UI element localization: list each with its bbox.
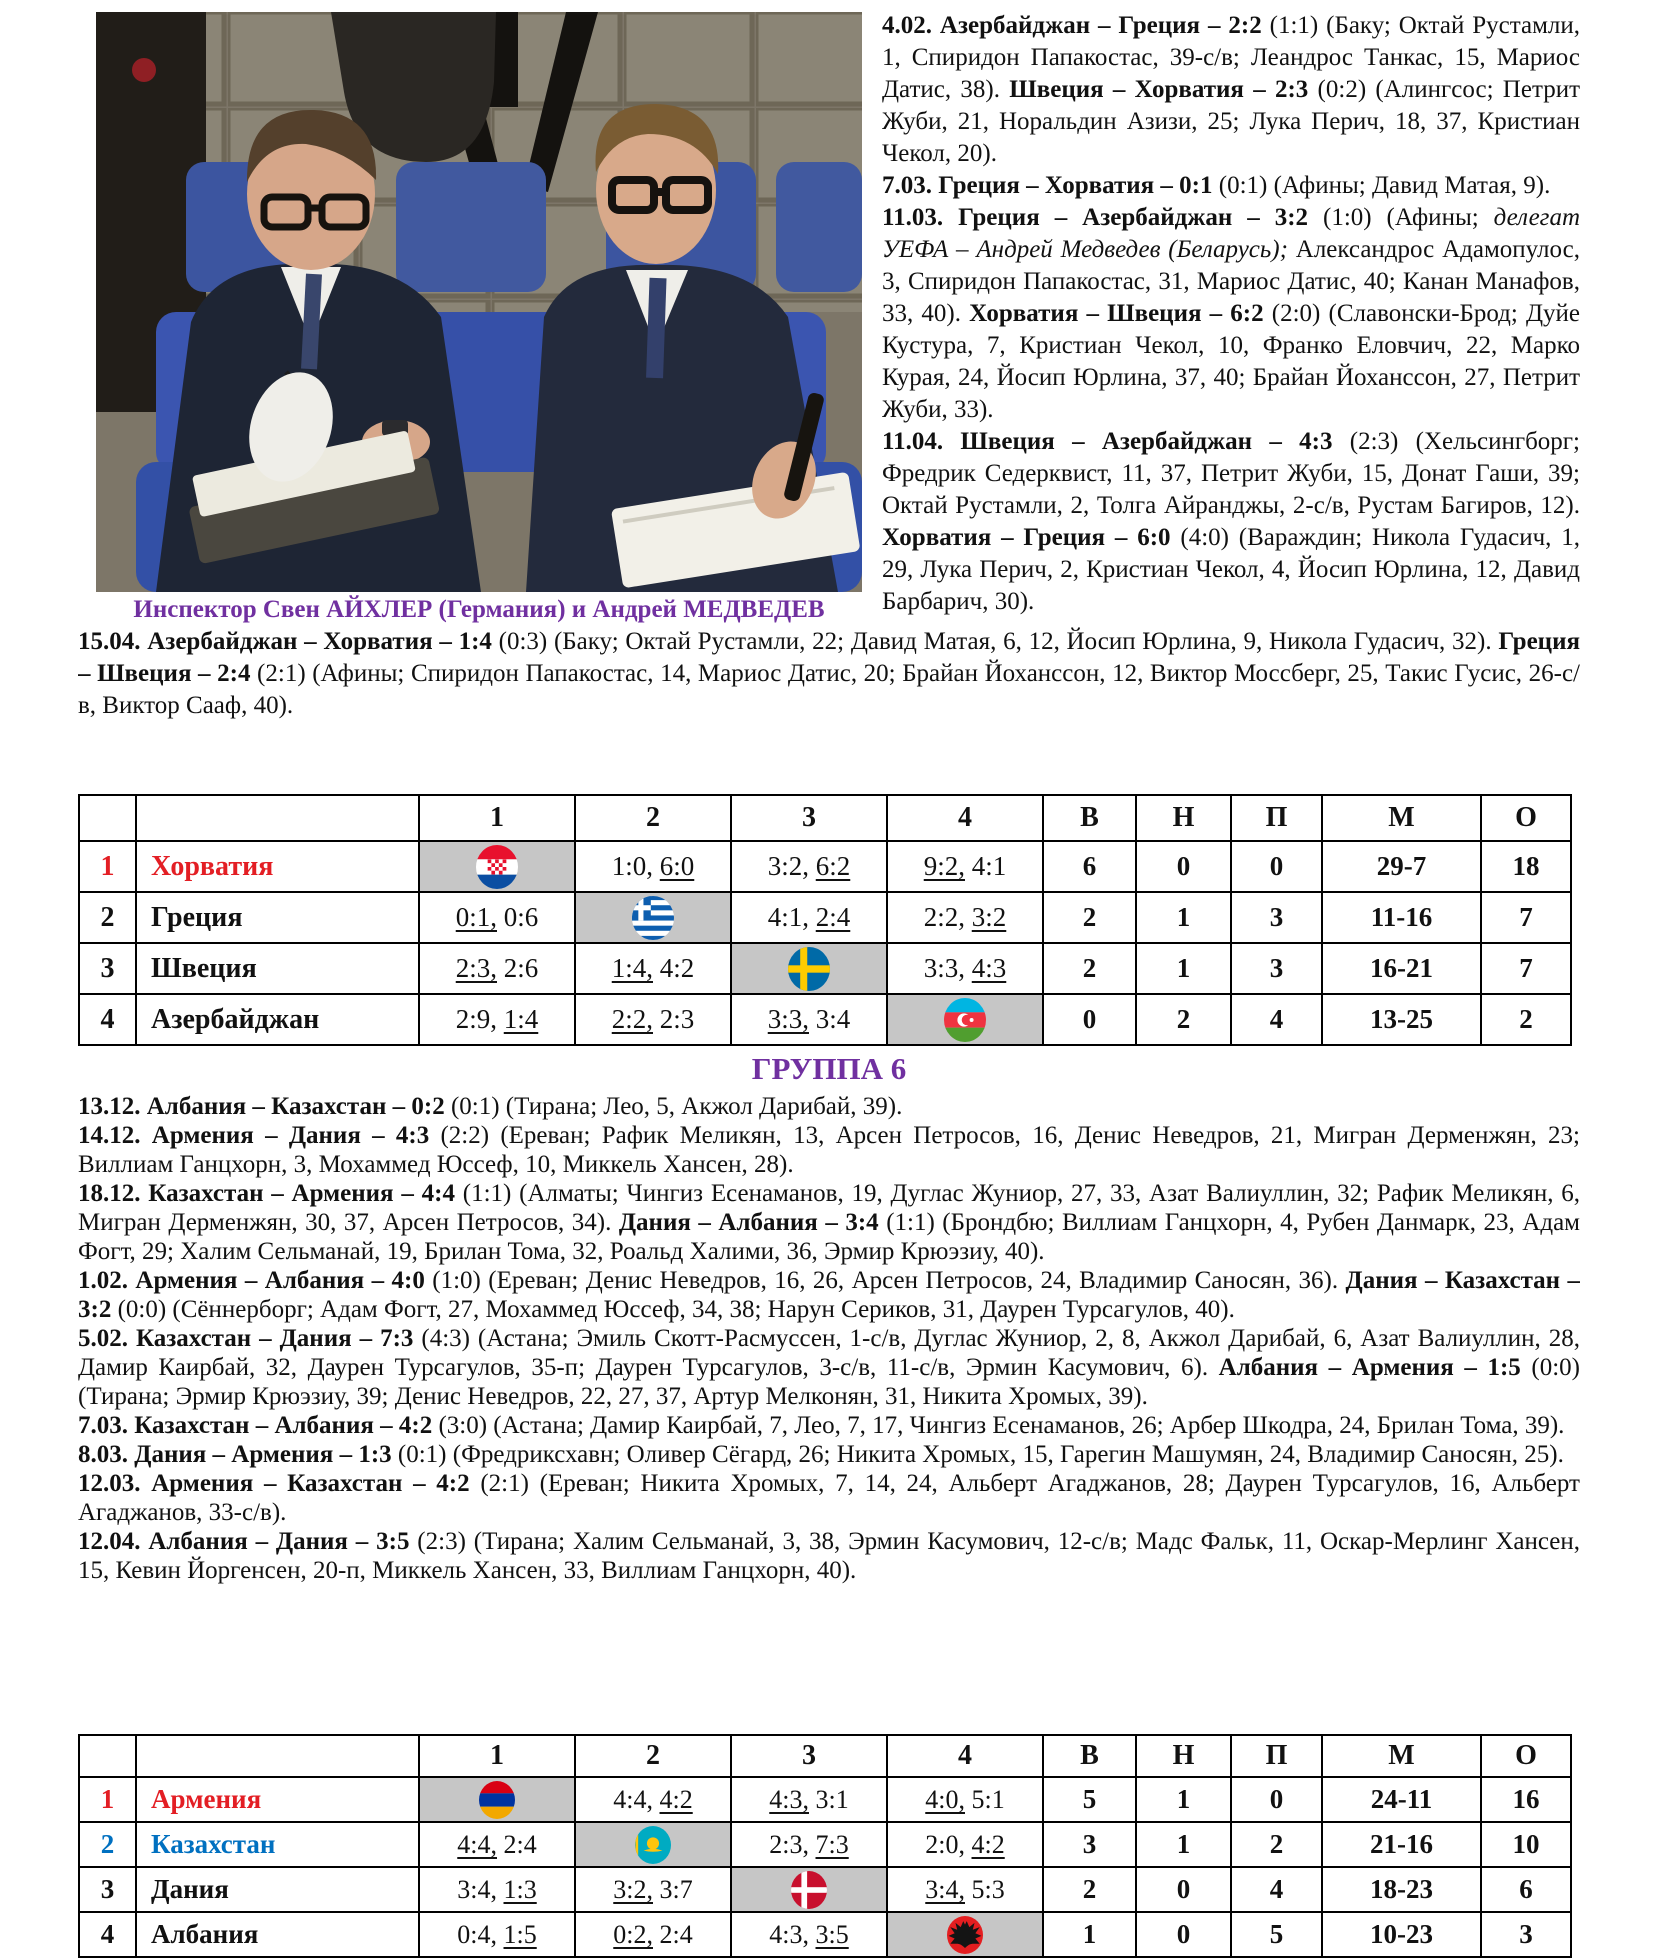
column-header: 4 (887, 795, 1043, 841)
stat-cell: 1 (1136, 892, 1231, 943)
photo-caption: Инспектор Свен АЙХЛЕР (Германия) и Андрей МЕДВЕДЕВ (133, 596, 825, 623)
stat-cell: 4 (1231, 1867, 1322, 1912)
page-content (78, 10, 1580, 1958)
team-name-cell: Азербайджан (136, 994, 419, 1045)
column-header: 2 (575, 1735, 731, 1777)
score-second: 4:3 (971, 953, 1007, 983)
score-second: 4:1 (971, 851, 1007, 881)
stat-cell: 24-11 (1322, 1777, 1481, 1822)
azerbaijan-flag-cell (887, 994, 1043, 1045)
column-header (79, 1735, 136, 1777)
stat-cell: 5 (1231, 1912, 1322, 1957)
croatia-flag-cell (419, 841, 575, 892)
column-header: П (1231, 1735, 1322, 1777)
group6-standings (78, 1734, 1580, 1958)
standings-table (78, 1734, 1572, 1958)
bold-run: 12.04. Албания – Дания – 3:5 (78, 1528, 410, 1555)
bold-run: Хорватия – Греция – 6:0 (882, 524, 1171, 551)
albania-flag-icon (946, 1915, 984, 1955)
score-cell (887, 1822, 1043, 1867)
stat-cell: 3 (1481, 1912, 1571, 1957)
score-cell (731, 1777, 887, 1822)
bold-run: Дания – Албания – 3:4 (618, 1209, 879, 1236)
stat-cell: 18-23 (1322, 1867, 1481, 1912)
stat-cell: 3 (1043, 1822, 1136, 1867)
score-first: 4:1, (767, 902, 809, 932)
score-first: 4:3, (769, 1784, 809, 1814)
paragraph (78, 1324, 1580, 1411)
text-run: (3:0) (Астана; Дамир Каирбай, 7, Лео, 7, 17, Чингиз Есенаманов, 26; Арбер Шкодра, 24, Брилан Тома, 39). (432, 1412, 1565, 1439)
paragraph (78, 1527, 1580, 1585)
text-run: (0:1) (Афины; Давид Матая, 9). (1212, 172, 1551, 199)
armenia-flag-cell (419, 1777, 575, 1822)
bold-run: 18.12. Казахстан – Армения – 4:4 (78, 1180, 455, 1207)
score-first: 4:4, (457, 1829, 497, 1859)
croatia-flag-icon (475, 844, 519, 890)
greece-flag-cell (575, 892, 731, 943)
score-second: 7:3 (815, 1829, 849, 1859)
stat-cell: 2 (1231, 1822, 1322, 1867)
score-second: 2:4 (659, 1919, 693, 1949)
group5-standings (78, 794, 1580, 1046)
denmark-flag-icon (790, 1870, 828, 1910)
team-name-cell: Армения (136, 1777, 419, 1822)
text-run: (0:0) (Сённерборг; Адам Фогт, 27, Мохаммед Юссеф, 34, 38; Нарун Сериков, 31, Даурен Турсагулов, 40). (111, 1296, 1235, 1323)
score-second: 3:5 (815, 1919, 849, 1949)
bold-run: 12.03. Армения – Казахстан – 4:2 (78, 1470, 470, 1497)
score-cell (887, 1777, 1043, 1822)
text-run: (4:3) (Астана; Эмиль Скотт-Расмуссен, 1-с/в, Дуглас Жуниор, 2, 8, Акжол Дарибай, 6, Азат Валиуллин, 28, Дамир Каирбай, 32, Даурен Турсагулов, 35-п; Даурен Турсагулов, 3-с/в, 11-с/в, Эрмин Касумович, 6). (78, 1325, 1580, 1381)
stat-cell: 2 (1043, 892, 1136, 943)
score-first: 4:3, (769, 1919, 809, 1949)
column-header: 3 (731, 795, 887, 841)
bold-run: Албания – Армения – 1:5 (1218, 1354, 1521, 1381)
stat-cell: 0 (1231, 841, 1322, 892)
group6-title: ГРУППА 6 (751, 1051, 907, 1086)
score-first: 2:3, (455, 953, 497, 983)
column-header: О (1481, 1735, 1571, 1777)
text-run: (2:2) (Ереван; Рафик Меликян, 13, Арсен Петросов, 16, Денис Неведров, 21, Мигран Дерменжян, 23; Виллиам Ганцхорн, 3, Мохаммед Юссеф, 10, Миккель Хансен, 28). (78, 1122, 1580, 1178)
team-name-cell: Казахстан (136, 1822, 419, 1867)
stat-cell: 10 (1481, 1822, 1571, 1867)
column-header: О (1481, 795, 1571, 841)
azerbaijan-flag-icon (943, 997, 987, 1043)
score-second: 5:3 (971, 1874, 1005, 1904)
paragraph (78, 1092, 1580, 1121)
score-first: 3:3, (767, 1004, 809, 1034)
score-first: 2:2, (923, 902, 965, 932)
group5-results-section (78, 10, 1580, 794)
albania-flag-cell (887, 1912, 1043, 1957)
stat-cell: 2 (1043, 943, 1136, 994)
team-name-cell: Швеция (136, 943, 419, 994)
score-first: 2:2, (611, 1004, 653, 1034)
stat-cell: 2 (1481, 994, 1571, 1045)
text-run: (2:3) (Хельсингборг; Фредрик Седерквист, 11, 37, Петрит Жуби, 15, Донат Гаши, 39; Октай Рустамли, 2, Толга Айранджы, 2-с/в, Рустам Багиров, 12). (882, 428, 1580, 519)
score-second: 2:6 (503, 953, 539, 983)
stat-cell: 0 (1043, 994, 1136, 1045)
bold-run: 5.02. Казахстан – Дания – 7:3 (78, 1325, 414, 1352)
column-header: Н (1136, 795, 1231, 841)
position-cell: 2 (79, 892, 136, 943)
score-cell (419, 994, 575, 1045)
position-cell: 3 (79, 1867, 136, 1912)
kazakhstan-flag-cell (575, 1822, 731, 1867)
standings-table (78, 794, 1572, 1046)
sweden-flag-icon (787, 946, 831, 992)
score-second: 3:1 (815, 1784, 849, 1814)
column-header: В (1043, 795, 1136, 841)
score-second: 1:5 (503, 1919, 537, 1949)
denmark-flag-cell (731, 1867, 887, 1912)
column-header: М (1322, 1735, 1481, 1777)
score-second: 3:4 (815, 1004, 851, 1034)
stat-cell: 7 (1481, 943, 1571, 994)
score-cell (575, 1867, 731, 1912)
stat-cell: 1 (1136, 943, 1231, 994)
score-first: 9:2, (923, 851, 965, 881)
bold-run: 13.12. Албания – Казахстан – 0:2 (78, 1093, 445, 1120)
text-run: (1:1) (Баку; Октай Рустамли, 1, Спиридон Папакостас, 39-с/в; Леандрос Танкас, 15, Мариос Датис, 38). (882, 12, 1580, 103)
column-header: 3 (731, 1735, 887, 1777)
score-second: 5:1 (971, 1784, 1005, 1814)
bold-run: Швеция – Хорватия – 2:3 (1009, 76, 1309, 103)
stat-cell: 4 (1231, 994, 1322, 1045)
score-second: 3:7 (659, 1874, 693, 1904)
stat-cell: 6 (1481, 1867, 1571, 1912)
score-cell (731, 841, 887, 892)
score-cell (731, 892, 887, 943)
column-header: П (1231, 795, 1322, 841)
table-row (79, 1912, 1571, 1957)
table-row (79, 1822, 1571, 1867)
sweden-flag-cell (731, 943, 887, 994)
bold-run: 8.03. Дания – Армения – 1:3 (78, 1441, 392, 1468)
position-cell: 2 (79, 1822, 136, 1867)
score-second: 4:2 (659, 1784, 693, 1814)
score-cell (575, 943, 731, 994)
stat-cell: 10-23 (1322, 1912, 1481, 1957)
score-first: 3:4, (925, 1874, 965, 1904)
column-header (136, 1735, 419, 1777)
text-run: (2:1) (Афины; Спиридон Папакостас, 14, Мариос Датис, 20; Брайан Йоханссон, 12, Виктор Моссберг, 25, Такис Гусис, 26-с/в, Виктор Сааф, 40). (78, 660, 1580, 719)
position-cell: 1 (79, 1777, 136, 1822)
paragraph (78, 1411, 1580, 1440)
score-first: 0:4, (457, 1919, 497, 1949)
stat-cell: 16-21 (1322, 943, 1481, 994)
paragraph (78, 1469, 1580, 1527)
armenia-flag-icon (478, 1780, 516, 1820)
paragraph (78, 1121, 1580, 1179)
score-cell (419, 943, 575, 994)
score-cell (887, 841, 1043, 892)
score-first: 4:4, (613, 1784, 653, 1814)
score-first: 4:0, (925, 1784, 965, 1814)
stat-cell: 3 (1231, 892, 1322, 943)
position-cell: 4 (79, 994, 136, 1045)
score-first: 2:0, (925, 1829, 965, 1859)
text-run: (0:2) (Алингсос; Петрит Жуби, 21, Норальдин Азизи, 25; Лука Перич, 18, 37, Кристиан Чекол, 20). (882, 76, 1580, 167)
stat-cell: 21-16 (1322, 1822, 1481, 1867)
text-run: (4:0) (Вараждин; Никола Гудасич, 1, 29, Лука Перич, 2, Кристиан Чекол, 4, Йосип Юрлина, 12, Давид Барбарич, 30). (882, 524, 1580, 615)
team-name-cell: Хорватия (136, 841, 419, 892)
bold-run: 15.04. Азербайджан – Хорватия – 1:4 (78, 628, 492, 655)
table-header-row (79, 1735, 1571, 1777)
paragraph (78, 1266, 1580, 1324)
stat-cell: 2 (1043, 1867, 1136, 1912)
table-row (79, 1867, 1571, 1912)
column-header (79, 795, 136, 841)
table-row (79, 892, 1571, 943)
table-row (79, 1777, 1571, 1822)
score-first: 1:4, (611, 953, 653, 983)
team-name-cell: Греция (136, 892, 419, 943)
bold-run: 7.03. Казахстан – Албания – 4:2 (78, 1412, 433, 1439)
score-second: 6:0 (659, 851, 695, 881)
stat-cell: 0 (1136, 841, 1231, 892)
stat-cell: 1 (1136, 1777, 1231, 1822)
score-cell (575, 1777, 731, 1822)
score-cell (731, 1822, 887, 1867)
bold-run: 11.04. Швеция – Азербайджан – 4:3 (882, 428, 1333, 455)
score-cell (887, 943, 1043, 994)
score-second: 6:2 (815, 851, 851, 881)
stat-cell: 7 (1481, 892, 1571, 943)
group6-results-text (78, 1092, 1580, 1734)
position-cell: 1 (79, 841, 136, 892)
bold-run: 4.02. Азербайджан – Греция – 2:2 (882, 12, 1262, 39)
text-run: (0:1) (Фредриксхавн; Оливер Сёгард, 26; Никита Хромых, 15, Гарегин Машумян, 24, Владимир Саносян, 25). (391, 1441, 1564, 1468)
score-cell (419, 1912, 575, 1957)
position-cell: 3 (79, 943, 136, 994)
text-run: (0:1) (Тирана; Лео, 5, Акжол Дарибай, 39). (444, 1093, 903, 1120)
bold-run: 1.02. Армения – Албания – 4:0 (78, 1267, 425, 1294)
text-run: (1:1) (Брондбю; Виллиам Ганцхорн, 4, Рубен Данмарк, 23, Адам Фогт, 29; Халим Сельманай, 19, Брилан Тома, 32, Роальд Халими, 36, Эрмир Крюэзиу, 40). (78, 1209, 1580, 1265)
stat-cell: 29-7 (1322, 841, 1481, 892)
paragraph (78, 1179, 1580, 1266)
score-cell (887, 1867, 1043, 1912)
score-first: 3:2, (767, 851, 809, 881)
score-first: 3:4, (457, 1874, 497, 1904)
team-name-cell: Дания (136, 1867, 419, 1912)
stat-cell: 11-16 (1322, 892, 1481, 943)
score-second: 2:3 (659, 1004, 695, 1034)
column-header: 1 (419, 795, 575, 841)
stat-cell: 16 (1481, 1777, 1571, 1822)
score-second: 3:2 (971, 902, 1007, 932)
score-second: 2:4 (503, 1829, 537, 1859)
text-run: (0:3) (Баку; Октай Рустамли, 22; Давид Матая, 6, 12, Йосип Юрлина, 9, Никола Гудасич, 32). (491, 628, 1499, 655)
stat-cell: 3 (1231, 943, 1322, 994)
column-header (136, 795, 419, 841)
score-first: 0:2, (613, 1919, 653, 1949)
bold-run: 11.03. Греция – Азербайджан – 3:2 (882, 204, 1309, 231)
bold-run: 14.12. Армения – Дания – 4:3 (78, 1122, 430, 1149)
kazakhstan-flag-icon (634, 1825, 672, 1865)
text-run: (1:1) (Алматы; Чингиз Есенаманов, 19, Дуглас Жуниор, 27, 33, Азат Валиуллин, 32; Рафик Меликян, 6, Мигран Дерменжян, 30, 37, Арсен Петросов, 34). (78, 1180, 1580, 1236)
bold-run: Греция – Швеция – 2:4 (78, 628, 1580, 687)
table-row (79, 841, 1571, 892)
column-header: 2 (575, 795, 731, 841)
score-cell (419, 1822, 575, 1867)
bold-run: 7.03. Греция – Хорватия – 0:1 (882, 172, 1213, 199)
stat-cell: 13-25 (1322, 994, 1481, 1045)
stat-cell: 6 (1043, 841, 1136, 892)
score-second: 1:4 (503, 1004, 539, 1034)
stat-cell: 5 (1043, 1777, 1136, 1822)
photo-block (96, 12, 862, 626)
score-first: 0:1, (455, 902, 497, 932)
text-run: (1:0) (Афины; (1308, 204, 1494, 231)
score-first: 2:3, (769, 1829, 809, 1859)
column-header: 4 (887, 1735, 1043, 1777)
text-run: (2:1) (Ереван; Никита Хромых, 7, 14, 24, Альберт Агаджанов, 28; Даурен Турсагулов, 16, Альберт Агаджанов, 33-с/в). (78, 1470, 1580, 1526)
score-cell (419, 1867, 575, 1912)
text-run: (2:3) (Тирана; Халим Сельманай, 3, 38, Эрмин Касумович, 12-с/в; Мадс Фальк, 11, Оскар-Мерлинг Хансен, 15, Кевин Йоргенсен, 20-п, Миккель Хансен, 33, Виллиам Ганцхорн, 40). (78, 1528, 1580, 1584)
table-row (79, 943, 1571, 994)
score-first: 3:3, (923, 953, 965, 983)
greece-flag-icon (631, 895, 675, 941)
score-cell (575, 841, 731, 892)
stat-cell: 18 (1481, 841, 1571, 892)
text-run: (1:0) (Ереван; Денис Неведров, 16, 26, Арсен Петросов, 24, Владимир Саносян, 36). (424, 1267, 1346, 1294)
score-cell (887, 892, 1043, 943)
column-header: М (1322, 795, 1481, 841)
stat-cell: 0 (1136, 1912, 1231, 1957)
score-first: 1:0, (611, 851, 653, 881)
bold-run: Дания – Казахстан – 3:2 (78, 1267, 1580, 1323)
stat-cell: 2 (1136, 994, 1231, 1045)
score-cell (731, 994, 887, 1045)
score-cell (575, 1912, 731, 1957)
italic-run: делегат УЕФА – Андрей Медведев (Беларусь); (882, 204, 1580, 263)
text-run: (0:0) (Тирана; Эрмир Крюэзиу, 39; Денис Неведров, 22, 27, 37, Артур Мелконян, 31, Никита Хромых, 39). (78, 1354, 1580, 1410)
column-header: Н (1136, 1735, 1231, 1777)
score-second: 4:2 (971, 1829, 1005, 1859)
bold-run: Хорватия – Швеция – 6:2 (969, 300, 1264, 327)
score-second: 4:2 (659, 953, 695, 983)
score-first: 2:9, (455, 1004, 497, 1034)
text-run: (2:0) (Славонски-Брод; Дуйе Кустура, 7, Кристиан Чекол, 10, Франко Еловчич, 22, Марко Курая, 24, Йосип Юрлина, 37, 40; Брайан Йоханссон, 27, Петрит Жуби, 33). (882, 300, 1580, 423)
score-cell (575, 994, 731, 1045)
score-second: 0:6 (503, 902, 539, 932)
score-cell (731, 1912, 887, 1957)
stat-cell: 1 (1043, 1912, 1136, 1957)
text-run: Александрос Адамопулос, 3, Спиридон Папакостас, 31, Мариос Датис, 40; Канан Манафов, 33, 40). (882, 236, 1580, 327)
paragraph (78, 626, 1580, 722)
table-header-row (79, 795, 1571, 841)
score-cell (419, 892, 575, 943)
team-name-cell: Албания (136, 1912, 419, 1957)
position-cell: 4 (79, 1912, 136, 1957)
score-second: 2:4 (815, 902, 851, 932)
paragraph (78, 1440, 1580, 1469)
table-row (79, 994, 1571, 1045)
inspectors-photo (96, 12, 862, 592)
column-header: В (1043, 1735, 1136, 1777)
score-second: 1:3 (503, 1874, 537, 1904)
score-first: 3:2, (613, 1874, 653, 1904)
column-header: 1 (419, 1735, 575, 1777)
stat-cell: 1 (1136, 1822, 1231, 1867)
stat-cell: 0 (1231, 1777, 1322, 1822)
stat-cell: 0 (1136, 1867, 1231, 1912)
